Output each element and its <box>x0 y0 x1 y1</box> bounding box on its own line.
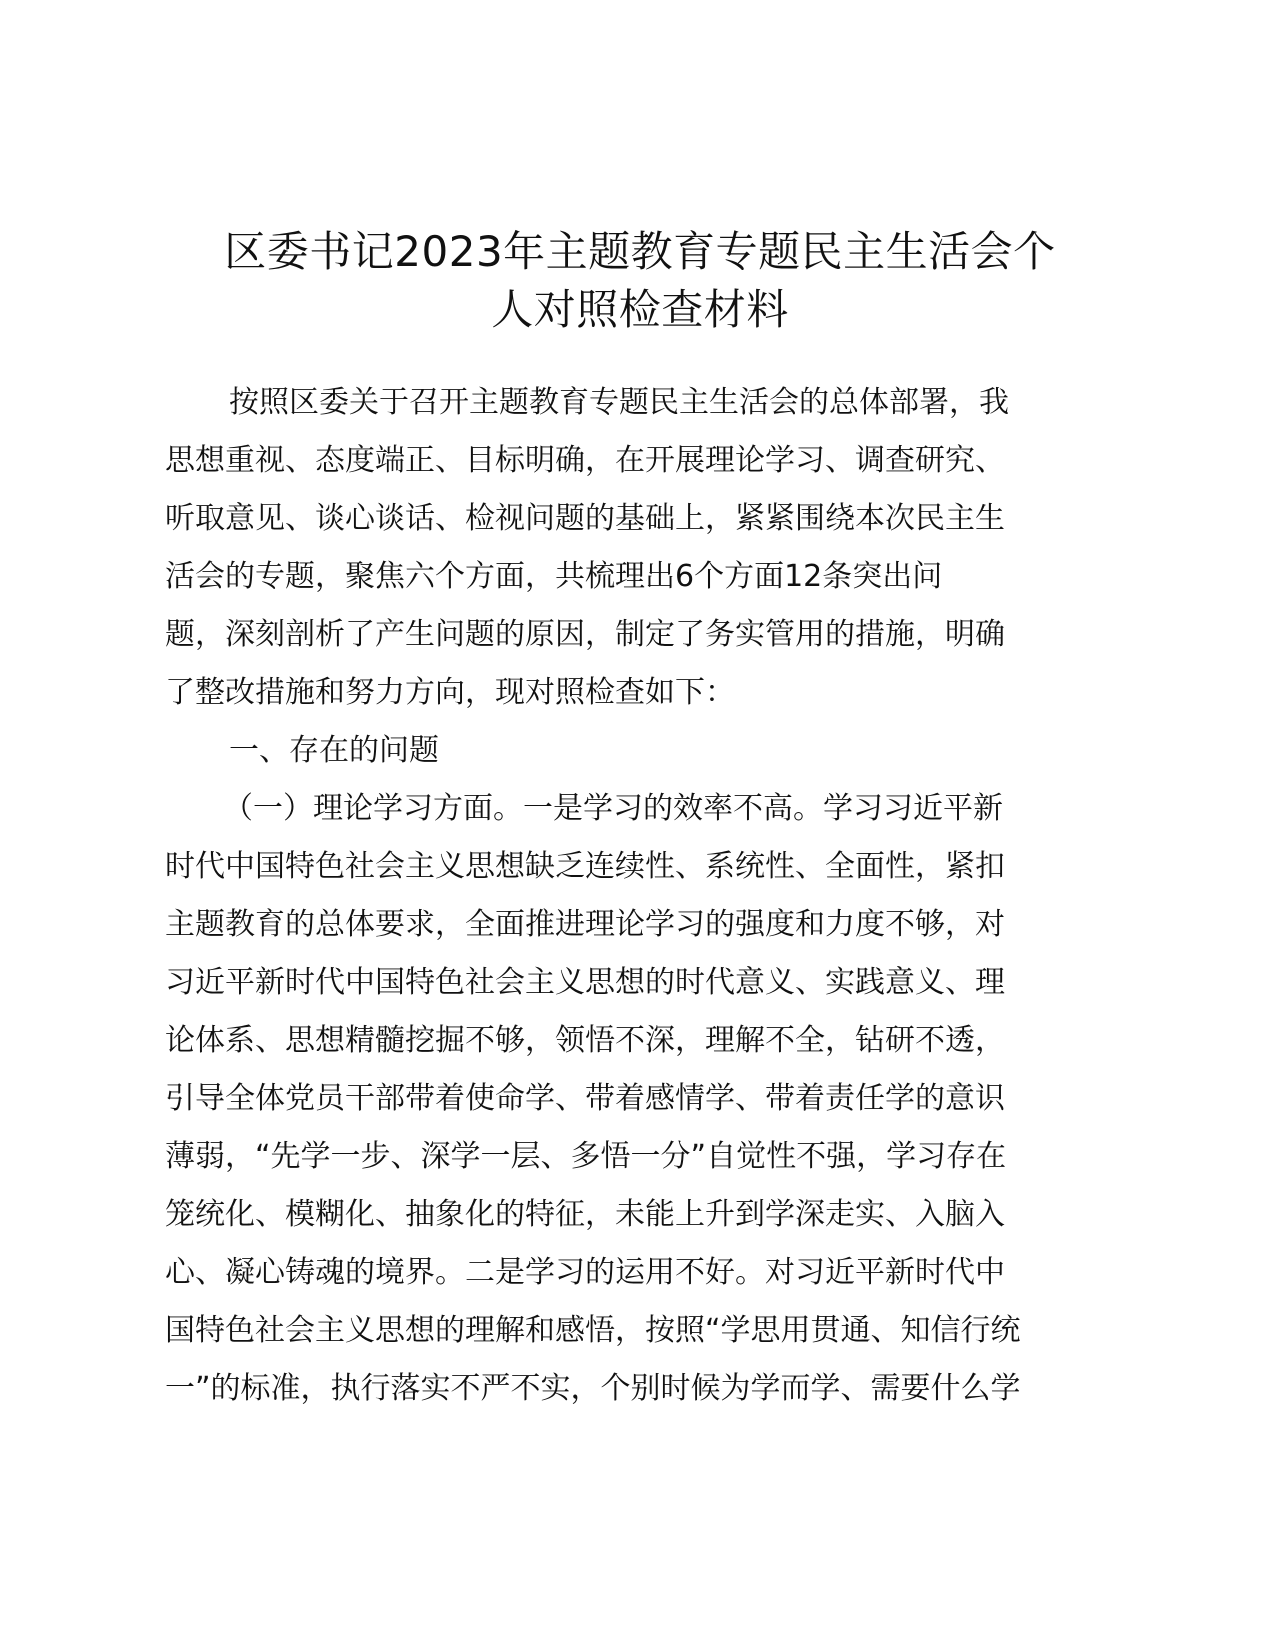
paragraph-line: 主题教育的总体要求，全面推进理论学习的强度和力度不够，对 <box>165 907 1005 942</box>
title-line: 区委书记2023年主题教育专题民主生活会个 <box>224 227 1056 276</box>
document-body <box>165 374 1115 1418</box>
section-heading: 一、存在的问题 <box>229 733 439 768</box>
paragraph-line: 一”的标准，执行落实不严不实，个别时候为学而学、需要什么学 <box>165 1371 1021 1406</box>
paragraph-line: 听取意见、谈心谈话、检视问题的基础上，紧紧围绕本次民主生 <box>165 501 1005 536</box>
paragraph-line: 心、凝心铸魂的境界。二是学习的运用不好。对习近平新时代中 <box>165 1255 1005 1290</box>
paragraph-line: 习近平新时代中国特色社会主义思想的时代意义、实践意义、理 <box>165 965 1005 1000</box>
paragraph-line: 题，深刻剖析了产生问题的原因，制定了务实管用的措施，明确 <box>165 617 1005 652</box>
paragraph-line: 活会的专题，聚焦六个方面，共梳理出6个方面12条突出问 <box>165 559 943 594</box>
paragraph-line: 了整改措施和努力方向，现对照检查如下： <box>165 675 735 710</box>
paragraph-line: 引导全体党员干部带着使命学、带着感情学、带着责任学的意识 <box>165 1081 1005 1116</box>
paragraph-line: 国特色社会主义思想的理解和感悟，按照“学思用贯通、知信行统 <box>165 1313 1021 1348</box>
paragraph-line: 思想重视、态度端正、目标明确，在开展理论学习、调查研究、 <box>165 443 1005 478</box>
paragraph-line: 薄弱，“先学一步、深学一层、多悟一分”自觉性不强，学习存在 <box>165 1139 1007 1174</box>
paragraph-line: （一）理论学习方面。一是学习的效率不高。学习习近平新 <box>223 791 1003 826</box>
title-line: 人对照检查材料 <box>491 285 789 334</box>
paragraph-line: 时代中国特色社会主义思想缺乏连续性、系统性、全面性，紧扣 <box>165 849 1005 884</box>
document-title <box>165 222 1115 338</box>
paragraph-line: 笼统化、模糊化、抽象化的特征，未能上升到学深走实、入脑入 <box>165 1197 1005 1232</box>
paragraph-line: 按照区委关于召开主题教育专题民主生活会的总体部署，我 <box>229 385 1009 420</box>
paragraph-line: 论体系、思想精髓挖掘不够，领悟不深，理解不全，钻研不透， <box>165 1023 1005 1058</box>
